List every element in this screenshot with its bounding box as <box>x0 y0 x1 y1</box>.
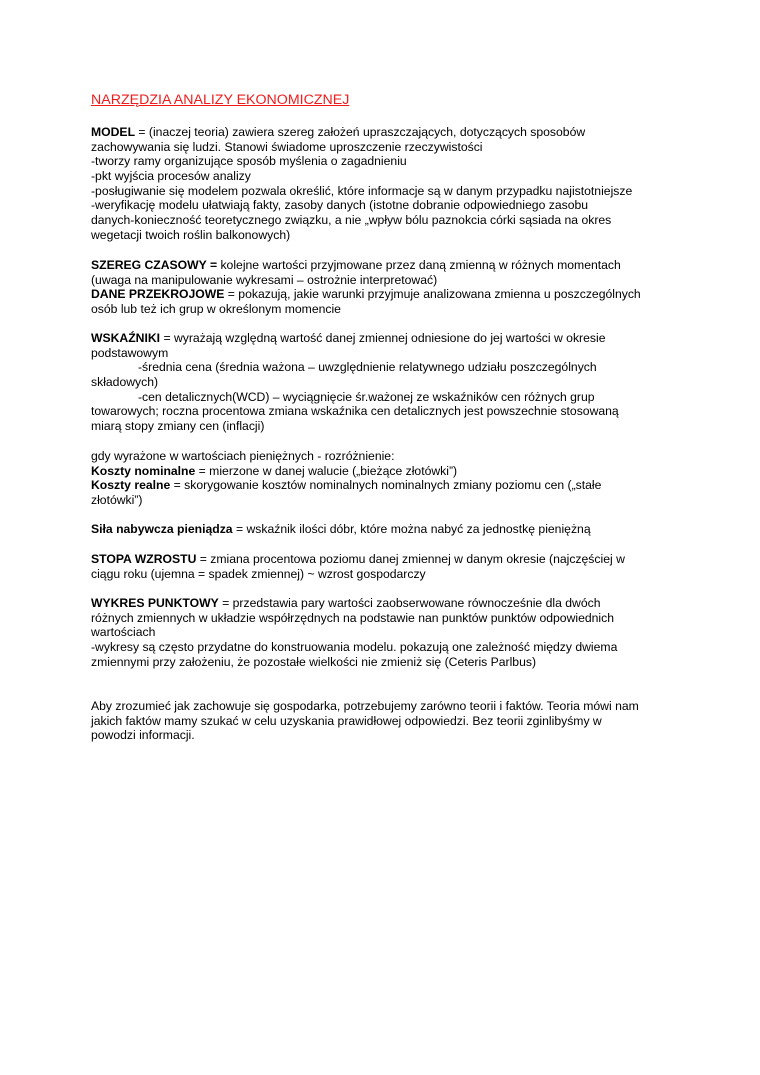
koszty-intro: gdy wyrażone w wartościach pieniężnych - rozróżnienie: <box>91 449 395 463</box>
wskazniki-paragraph <box>91 331 691 434</box>
konkluzja-line: Aby zrozumieć jak zachowuje się gospodarka, potrzebujemy zarówno teorii i faktów. Teoria mówi nam <box>91 699 639 713</box>
wykres-line: wartościach <box>91 625 156 640</box>
model-line: zachowywania się ludzi. Stanowi świadome uproszczenie rzeczywistości <box>91 139 483 154</box>
model-term: MODEL <box>91 125 136 139</box>
stopa-line: ciągu roku (ujemna = spadek zmiennej) ~ wzrost gospodarczy <box>91 566 426 581</box>
document-title: NARZĘDZIA ANALIZY EKONOMICZNEJ <box>91 92 350 108</box>
stopa-paragraph <box>91 552 691 581</box>
wskazniki-line: -średnia cena (średnia ważona – uwzględnienie relatywnego udziału poszczególnych <box>138 360 597 375</box>
model-line: -weryfikację modelu ułatwiają fakty, zasoby danych (istotne dobranie odpowiedniego zasobu <box>91 198 589 213</box>
wskazniki-term: WSKAŹNIKI <box>91 331 161 345</box>
wskazniki-line: towarowych; roczna procentowa zmiana wskaźnika cen detalicznych jest powszechnie stosowaną <box>91 404 619 419</box>
wykres-term: WYKRES PUNKTOWY <box>91 596 219 610</box>
konkluzja-line: jakich faktów mamy szukać w celu uzyskania prawidłowej odpowiedzi. Bez teorii zginlibyśmy w <box>91 713 602 728</box>
konkluzja-line: powodzi informacji. <box>91 728 195 743</box>
model-paragraph <box>91 125 691 243</box>
szereg-paragraph <box>91 258 691 317</box>
wskazniki-line: składowych) <box>91 375 159 390</box>
szereg-definition: kolejne wartości przyjmowane przez daną zmienną w różnych momentach <box>217 258 621 272</box>
wykres-line: -wykresy są często przydatne do konstruowania modelu. pokazują one zależność między dwiema <box>91 640 618 655</box>
koszty-paragraph <box>91 449 691 508</box>
koszty-line: złotówki”) <box>91 493 143 508</box>
koszty-realne-definition: = skorygowanie kosztów nominalnych nominalnych zmiany poziomu cen („stałe <box>170 478 602 493</box>
model-line: -tworzy ramy organizujące sposób myślenia o zagadnieniu <box>91 154 407 169</box>
stopa-term: STOPA WZROSTU <box>91 552 197 566</box>
szereg-line: (uwaga na manipulowanie wykresami – ostrożnie interpretować) <box>91 272 438 287</box>
dane-term: DANE PRZEKROJOWE <box>91 287 225 302</box>
model-line: -posługiwanie się modelem pozwala określić, które informacje są w danym przypadku najistotniejsze <box>91 183 633 198</box>
wykres-definition: = przedstawia pary wartości zaobserwowane równocześnie dla dwóch <box>218 596 601 610</box>
model-line: -pkt wyjścia procesów analizy <box>91 169 251 184</box>
stopa-definition: = zmiana procentowa poziomu danej zmiennej w danym okresie (najczęściej w <box>196 552 625 566</box>
sila-definition: = wskaźnik ilości dóbr, które można nabyć za jednostkę pieniężną <box>232 522 591 536</box>
wykres-line: zmiennymi przy założeniu, że pozostałe wielkości nie zmieniż się (Ceteris Parlbus) <box>91 654 537 669</box>
wykres-paragraph <box>91 596 691 669</box>
wykres-line: różnych zmiennych w układzie współrzędnych na podstawie nan punktów punktów odpowiednich <box>91 610 615 625</box>
konkluzja-paragraph <box>91 699 691 743</box>
koszty-nominalne-term: Koszty nominalne <box>91 463 196 478</box>
sila-paragraph <box>91 522 691 537</box>
model-line: wegetacji twoich roślin balkonowych) <box>91 227 291 242</box>
wskazniki-line: miarą stopy zmiany cen (inflacji) <box>91 419 265 434</box>
wskazniki-line: podstawowym <box>91 345 169 360</box>
dane-line: osób lub też ich grup w określonym momencie <box>91 302 341 317</box>
wskazniki-definition: = wyrażają względną wartość danej zmiennej odniesione do jej wartości w okresie <box>160 331 606 345</box>
koszty-nominalne-definition: = mierzone w danej walucie („bieżące złotówki”) <box>195 463 458 478</box>
model-definition: = (inaczej teoria) zawiera szereg założeń upraszczających, dotyczących sposobów <box>135 125 586 139</box>
model-line: danych-konieczność teoretycznego związku, a nie „wpływ bólu paznokcia córki sąsiada na okres <box>91 213 612 228</box>
wskazniki-line: -cen detalicznych(WCD) – wyciągnięcie śr.ważonej ze wskaźników cen różnych grup <box>138 389 595 404</box>
sila-term: Siła nabywcza pieniądza <box>91 522 233 536</box>
szereg-term: SZEREG CZASOWY = <box>91 258 218 272</box>
dane-definition: = pokazują, jakie warunki przyjmuje analizowana zmienna u poszczególnych <box>224 287 641 302</box>
koszty-realne-term: Koszty realne <box>91 478 171 493</box>
